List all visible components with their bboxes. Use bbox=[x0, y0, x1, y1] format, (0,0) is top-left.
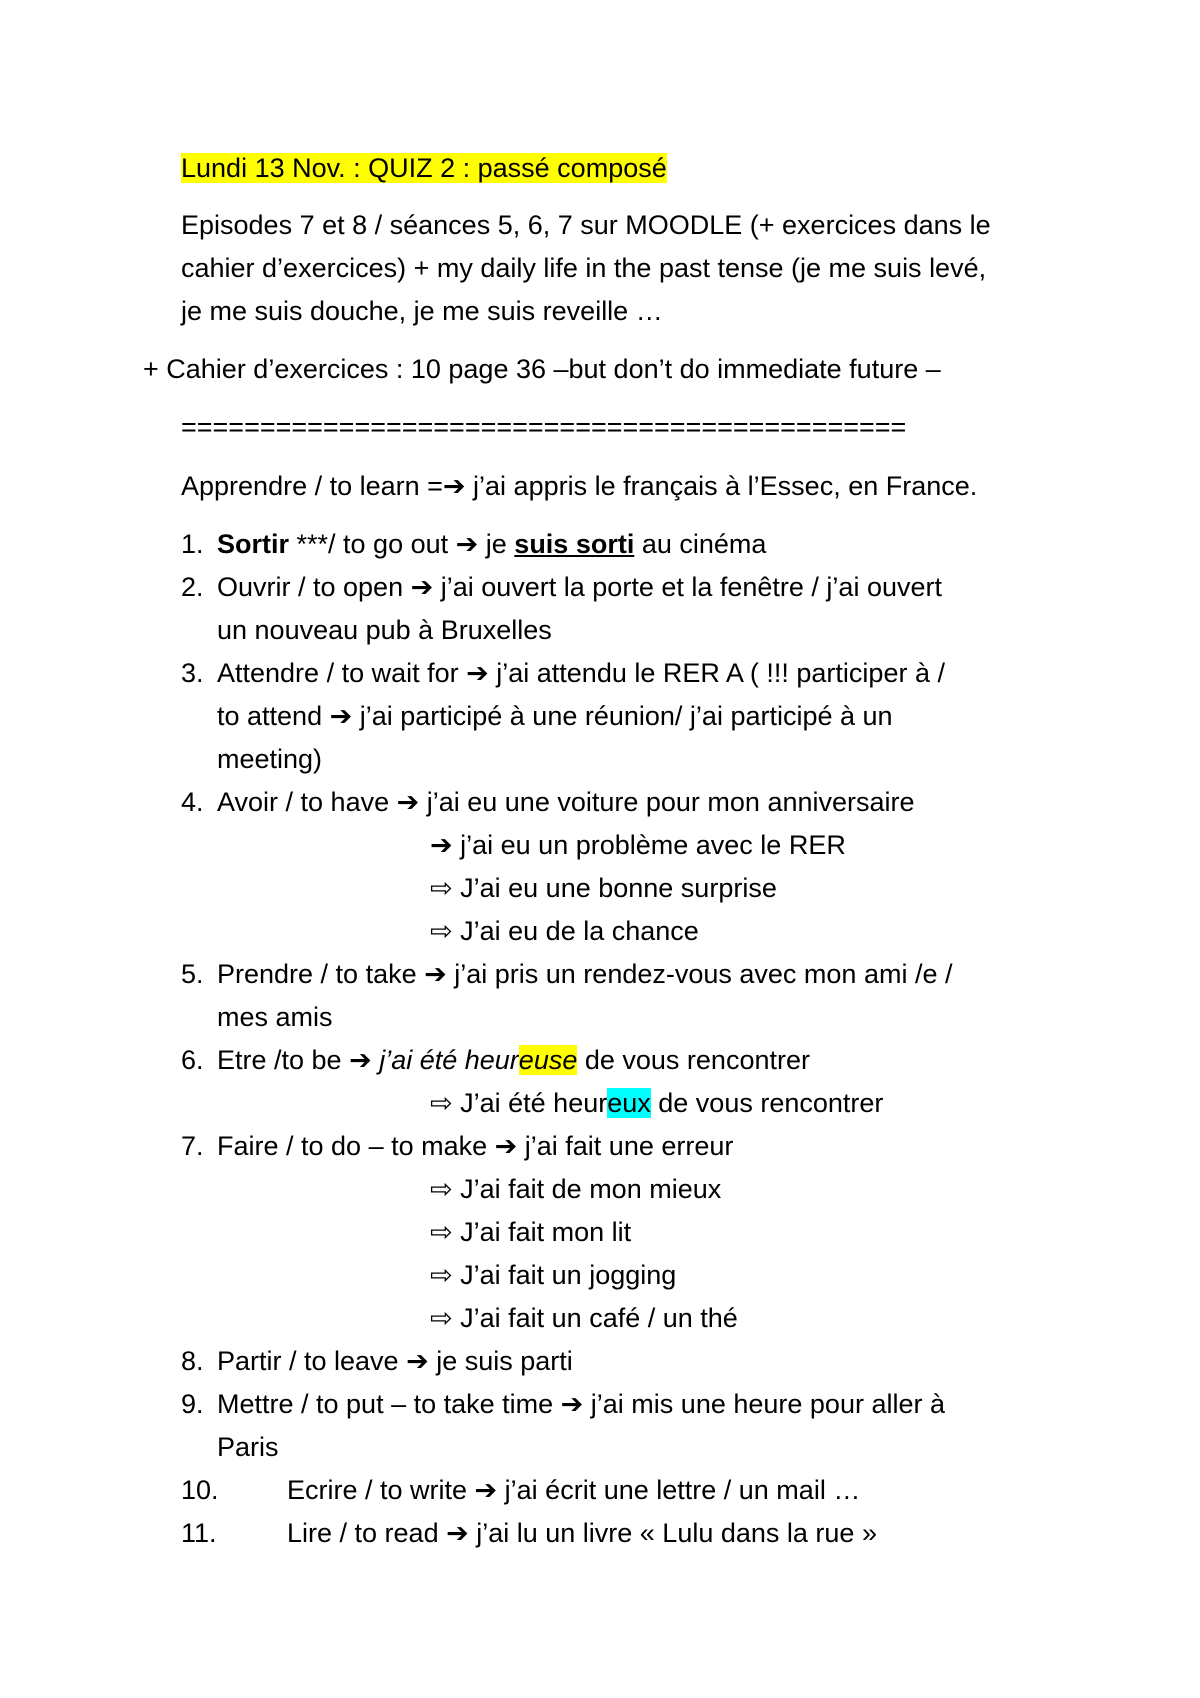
item-3-text-a: Attendre / to wait for bbox=[217, 658, 467, 688]
list-item-11 bbox=[287, 1516, 877, 1550]
arrow-right-icon: ➔ bbox=[560, 1389, 584, 1419]
sub-item-7-1-text: J’ai fait de mon mieux bbox=[452, 1174, 722, 1204]
item-10-text-a: Ecrire / to write bbox=[287, 1475, 475, 1505]
apprendre-line: Apprendre / to learn =➔ j’ai appris le français à l’Essec, en France. bbox=[181, 471, 978, 501]
item-4-text-b: j’ai eu une voiture pour mon anniversaire bbox=[419, 787, 915, 817]
suis-sorti-emphasis: suis sorti bbox=[514, 529, 635, 559]
item-number-1: 1. bbox=[181, 529, 204, 559]
arrow-right-icon: ➔ bbox=[494, 1131, 518, 1161]
list-item-2-line-2: un nouveau pub à Bruxelles bbox=[217, 615, 552, 645]
item-7-text-b: j’ai fait une erreur bbox=[517, 1131, 734, 1161]
outline-arrow-right-icon: ⇨ bbox=[430, 1260, 453, 1290]
sub-item-6-1 bbox=[430, 1086, 883, 1120]
sub-item-4-2 bbox=[430, 871, 777, 905]
arrow-right-icon: ➔ bbox=[329, 701, 353, 731]
list-item-6 bbox=[217, 1043, 810, 1077]
outline-arrow-right-icon: ⇨ bbox=[430, 1088, 453, 1118]
arrow-right-icon: ➔ bbox=[349, 1045, 372, 1075]
outline-arrow-right-icon: ⇨ bbox=[430, 1174, 453, 1204]
feminine-ending-highlight: euse bbox=[518, 1045, 578, 1075]
intro-line-1: Episodes 7 et 8 / séances 5, 6, 7 sur MOODLE (+ exercices dans le bbox=[181, 210, 991, 240]
intro-line-3: je me suis douche, je me suis reveille … bbox=[181, 296, 663, 326]
list-item-1 bbox=[217, 527, 766, 561]
item-11-text-b: j’ai lu un livre « Lulu dans la rue » bbox=[468, 1518, 877, 1548]
item-1-text-d: au cinéma bbox=[634, 529, 767, 559]
item-number-11: 11. bbox=[181, 1518, 217, 1548]
item-number-9: 9. bbox=[181, 1389, 204, 1419]
sub-item-6-1-text-a: J’ai été heur bbox=[452, 1088, 608, 1118]
item-7-text-a: Faire / to do – to make bbox=[217, 1131, 495, 1161]
item-number-6: 6. bbox=[181, 1045, 204, 1075]
arrow-right-icon: ➔ bbox=[446, 1518, 469, 1548]
list-item-10 bbox=[287, 1473, 860, 1507]
outline-arrow-right-icon: ⇨ bbox=[430, 916, 453, 946]
item-8-text-b: je suis parti bbox=[428, 1346, 573, 1376]
list-item-9-line-2: Paris bbox=[217, 1432, 279, 1462]
sub-item-4-3-text: J’ai eu de la chance bbox=[452, 916, 699, 946]
sub-item-4-3 bbox=[430, 914, 699, 948]
item-2-text-b: j’ai ouvert la porte et la fenêtre / j’ai ouvert bbox=[433, 572, 942, 602]
item-3-line-2-b: j’ai participé à une réunion/ j’ai participé à un bbox=[352, 701, 893, 731]
intro-line-2: cahier d’exercices) + my daily life in the past tense (je me suis levé, bbox=[181, 253, 987, 283]
item-number-4: 4. bbox=[181, 787, 204, 817]
item-6-text-d: de vous rencontrer bbox=[577, 1045, 810, 1075]
item-2-text-a: Ouvrir / to open bbox=[217, 572, 411, 602]
item-number-10: 10. bbox=[181, 1475, 219, 1505]
arrow-right-icon: ➔ bbox=[430, 830, 453, 860]
item-number-3: 3. bbox=[181, 658, 204, 688]
sub-item-6-1-text-c: de vous rencontrer bbox=[650, 1088, 884, 1118]
arrow-right-icon: ➔ bbox=[466, 658, 489, 688]
arrow-right-icon: ➔ bbox=[455, 529, 479, 559]
arrow-right-icon: ➔ bbox=[474, 1475, 498, 1505]
item-8-text-a: Partir / to leave bbox=[217, 1346, 407, 1376]
item-11-text-a: Lire / to read bbox=[287, 1518, 447, 1548]
sub-item-7-4 bbox=[430, 1301, 738, 1335]
outline-arrow-right-icon: ⇨ bbox=[430, 1217, 453, 1247]
cahier-line: + Cahier d’exercices : 10 page 36 –but don’t do immediate future – bbox=[143, 354, 941, 384]
item-1-text-b: je bbox=[478, 529, 515, 559]
sub-item-7-1 bbox=[430, 1172, 721, 1206]
item-3-text-b: j’ai attendu le RER A ( !!! participer à / bbox=[488, 658, 945, 688]
list-item-4 bbox=[217, 785, 915, 819]
list-item-3 bbox=[217, 656, 945, 690]
item-5-text-a: Prendre / to take bbox=[217, 959, 425, 989]
item-number-7: 7. bbox=[181, 1131, 204, 1161]
sub-item-4-2-text: J’ai eu une bonne surprise bbox=[452, 873, 777, 903]
list-item-9 bbox=[217, 1387, 945, 1421]
title-highlight: Lundi 13 Nov. : QUIZ 2 : passé composé bbox=[181, 153, 667, 183]
list-item-5 bbox=[217, 957, 952, 991]
list-item-5-line-2: mes amis bbox=[217, 1002, 333, 1032]
item-6-text-a: Etre /to be bbox=[217, 1045, 350, 1075]
item-9-text-a: Mettre / to put – to take time bbox=[217, 1389, 561, 1419]
sub-item-7-3-text: J’ai fait un jogging bbox=[452, 1260, 677, 1290]
list-item-3-line-3: meeting) bbox=[217, 744, 323, 774]
sub-item-7-2 bbox=[430, 1215, 631, 1249]
list-item-8 bbox=[217, 1344, 573, 1378]
list-item-3-line-2 bbox=[217, 699, 893, 733]
verb-sortir: Sortir bbox=[217, 529, 290, 559]
item-9-text-b: j’ai mis une heure pour aller à bbox=[583, 1389, 945, 1419]
item-3-line-2-a: to attend bbox=[217, 701, 330, 731]
separator-line: ============================================== bbox=[181, 412, 907, 442]
masculine-ending-highlight: eux bbox=[607, 1088, 651, 1118]
list-item-2 bbox=[217, 570, 942, 604]
arrow-right-icon: ➔ bbox=[406, 1346, 429, 1376]
sub-item-7-3 bbox=[430, 1258, 676, 1292]
sub-item-4-1 bbox=[430, 828, 846, 862]
list-item-7 bbox=[217, 1129, 733, 1163]
item-number-2: 2. bbox=[181, 572, 204, 602]
item-6-italic-text: j’ai été heur bbox=[371, 1045, 519, 1075]
item-5-text-b: j’ai pris un rendez-vous avec mon ami /e / bbox=[446, 959, 953, 989]
item-number-5: 5. bbox=[181, 959, 204, 989]
item-1-text-a: ***/ to go out bbox=[289, 529, 456, 559]
item-4-text-a: Avoir / to have bbox=[217, 787, 397, 817]
sub-item-7-2-text: J’ai fait mon lit bbox=[452, 1217, 632, 1247]
page-title bbox=[181, 151, 667, 185]
arrow-right-icon: ➔ bbox=[424, 959, 447, 989]
outline-arrow-right-icon: ⇨ bbox=[430, 873, 453, 903]
arrow-right-icon: ➔ bbox=[410, 572, 434, 602]
outline-arrow-right-icon: ⇨ bbox=[430, 1303, 453, 1333]
item-10-text-b: j’ai écrit une lettre / un mail … bbox=[497, 1475, 861, 1505]
sub-item-7-4-text: J’ai fait un café / un thé bbox=[452, 1303, 738, 1333]
item-number-8: 8. bbox=[181, 1346, 204, 1376]
arrow-right-icon: ➔ bbox=[396, 787, 420, 817]
sub-item-4-1-text: j’ai eu un problème avec le RER bbox=[452, 830, 846, 860]
